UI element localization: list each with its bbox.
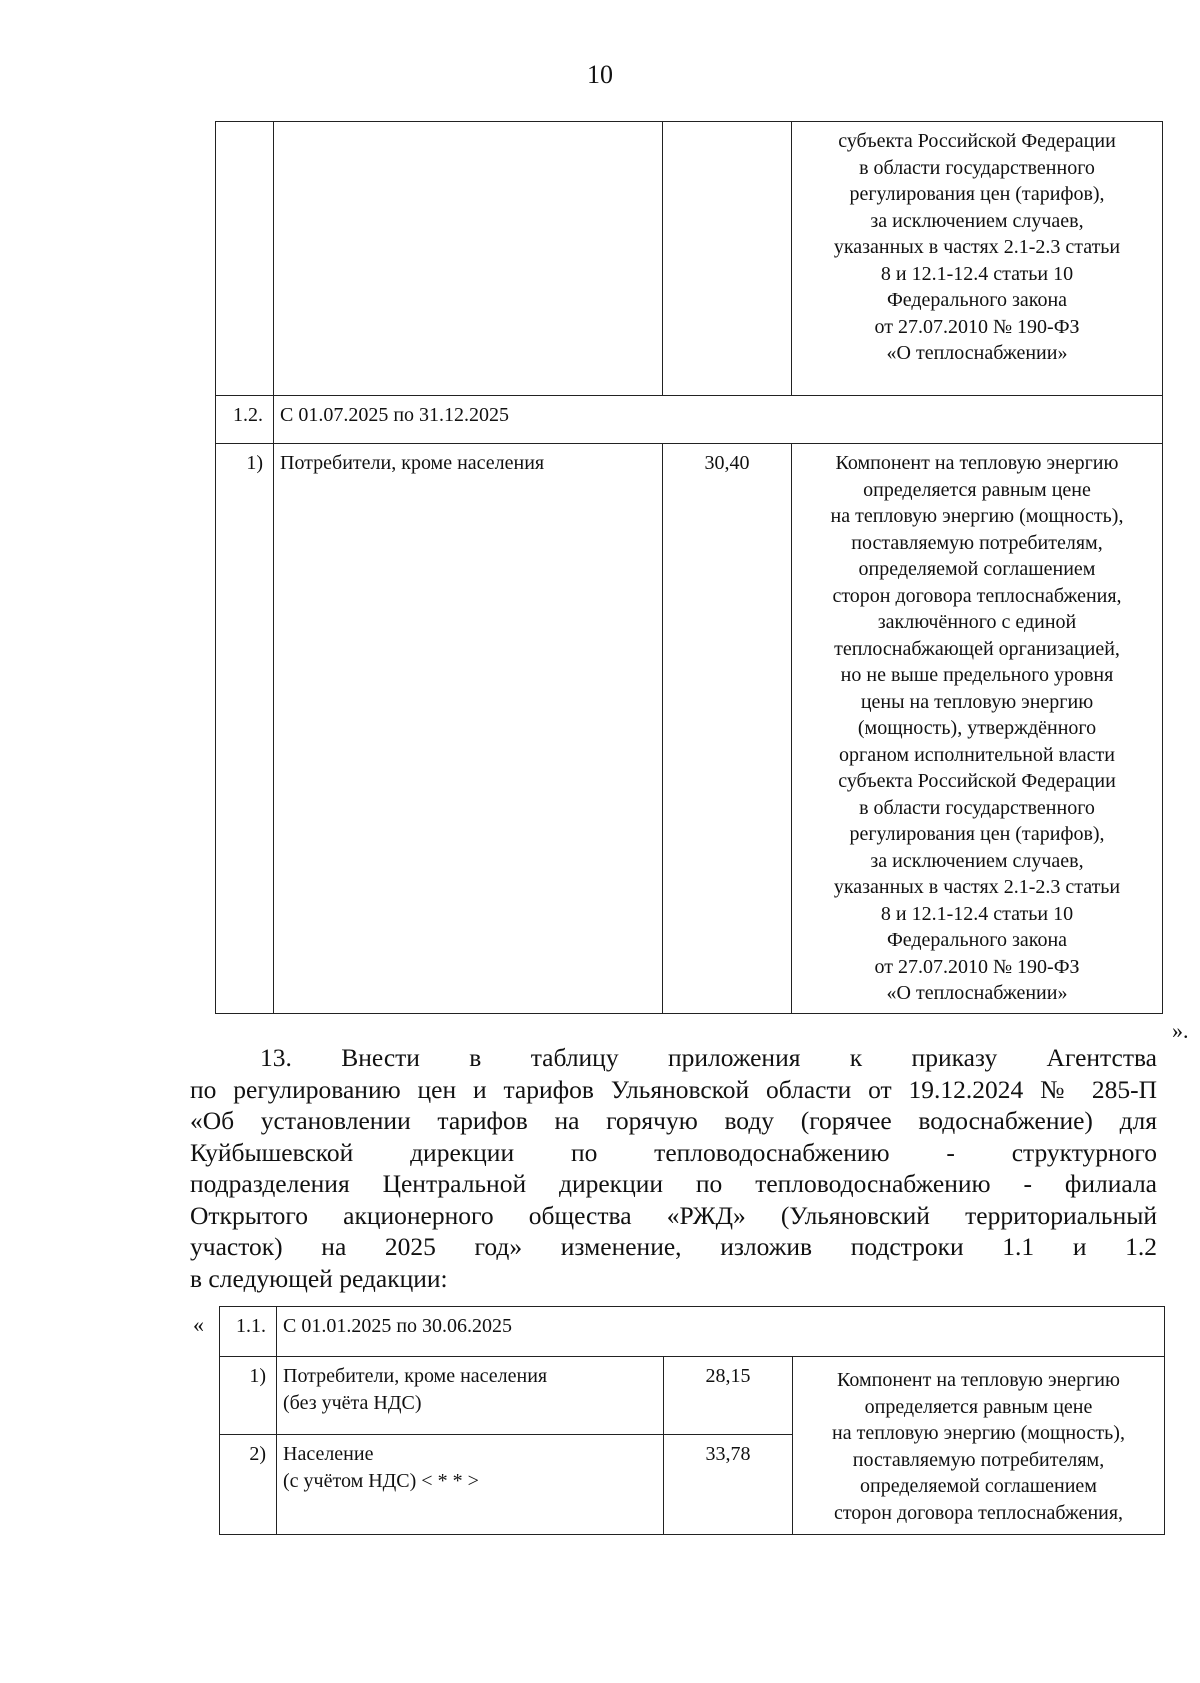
component-text: Компонент на тепловую энергию определяется равным цене на тепловую энергию (мощность), поставляемую потребителям, определяемой соглашением сторон договора теплоснабжения, заключённого с единой теплоснабжающей организацией, но не выше предельного уровня цены на тепловую энергию (мощность), утверждённого органом исполнительной власти субъекта Российской Федерации в области государственного регулирования цен (тарифов), за исключением случаев, указанных в частях 2.1-2.3 статьи 8 и 12.1-12.4 статьи 10 Федерального закона от 27.07.2010 № 190-ФЗ «О теплоснабжении» bbox=[792, 444, 1163, 1014]
table-row bbox=[216, 122, 1163, 396]
row-number: 1) bbox=[216, 444, 274, 1014]
closing-quote: ». bbox=[1172, 1018, 1189, 1043]
table-cell bbox=[663, 122, 792, 396]
paragraph-line: в следующей редакции: bbox=[190, 1263, 448, 1293]
tariff-table-new bbox=[219, 1306, 1165, 1535]
paragraph-line: 13. Внести в таблицу приложения к приказу Агентства bbox=[260, 1043, 1157, 1072]
paragraph-line: подразделения Центральной дирекции по тепловодоснабжению - филиала bbox=[190, 1169, 1157, 1198]
paragraph-line: по регулированию цен и тарифов Ульяновской области от 19.12.2024 № 285-П bbox=[190, 1074, 1157, 1104]
opening-quote: « bbox=[193, 1312, 204, 1337]
tariff-table-continued bbox=[215, 121, 1163, 1014]
section-number: 1.2. bbox=[216, 396, 274, 444]
table-row bbox=[216, 396, 1163, 444]
table-row bbox=[220, 1357, 1165, 1435]
consumer-label: Население (с учётом НДС) < * * > bbox=[277, 1435, 664, 1535]
table-row bbox=[216, 444, 1163, 1014]
row-number: 2) bbox=[220, 1435, 277, 1535]
paragraph-line: «Об установлении тарифов на горячую воду (горячее водоснабжение) для bbox=[190, 1106, 1157, 1135]
row-number: 1) bbox=[220, 1357, 277, 1435]
page-number: 10 bbox=[587, 60, 613, 89]
tariff-value: 33,78 bbox=[664, 1435, 793, 1535]
tariff-value: 28,15 bbox=[664, 1357, 793, 1435]
component-text-continued: субъекта Российской Федерации в области государственного регулирования цен (тарифов), за исключением случаев, указанных в частях 2.1-2.3 статьи 8 и 12.1-12.4 статьи 10 Федерального закона от 27.07.2010 № 190-ФЗ «О теплоснабжении» bbox=[792, 122, 1163, 396]
component-text: Компонент на тепловую энергию определяется равным цене на тепловую энергию (мощность), поставляемую потребителям, определяемой соглашением сторон договора теплоснабжения, bbox=[793, 1357, 1165, 1535]
consumer-label: Потребители, кроме населения bbox=[274, 444, 663, 1014]
amendment-paragraph bbox=[190, 1042, 1157, 1294]
paragraph-line: Куйбышевской дирекции по тепловодоснабжению - структурного bbox=[190, 1137, 1157, 1167]
table-cell bbox=[274, 122, 663, 396]
tariff-value: 30,40 bbox=[663, 444, 792, 1014]
paragraph-line: участок) на 2025 год» изменение, изложив подстроки 1.1 и 1.2 bbox=[190, 1232, 1157, 1261]
section-period: С 01.07.2025 по 31.12.2025 bbox=[274, 396, 1163, 444]
consumer-label: Потребители, кроме населения (без учёта НДС) bbox=[277, 1357, 664, 1435]
section-number: 1.1. bbox=[220, 1307, 277, 1357]
section-period: С 01.01.2025 по 30.06.2025 bbox=[277, 1307, 1165, 1357]
table-cell bbox=[216, 122, 274, 396]
table-row bbox=[220, 1307, 1165, 1357]
paragraph-line: Открытого акционерного общества «РЖД» (Ульяновский территориальный bbox=[190, 1200, 1157, 1230]
